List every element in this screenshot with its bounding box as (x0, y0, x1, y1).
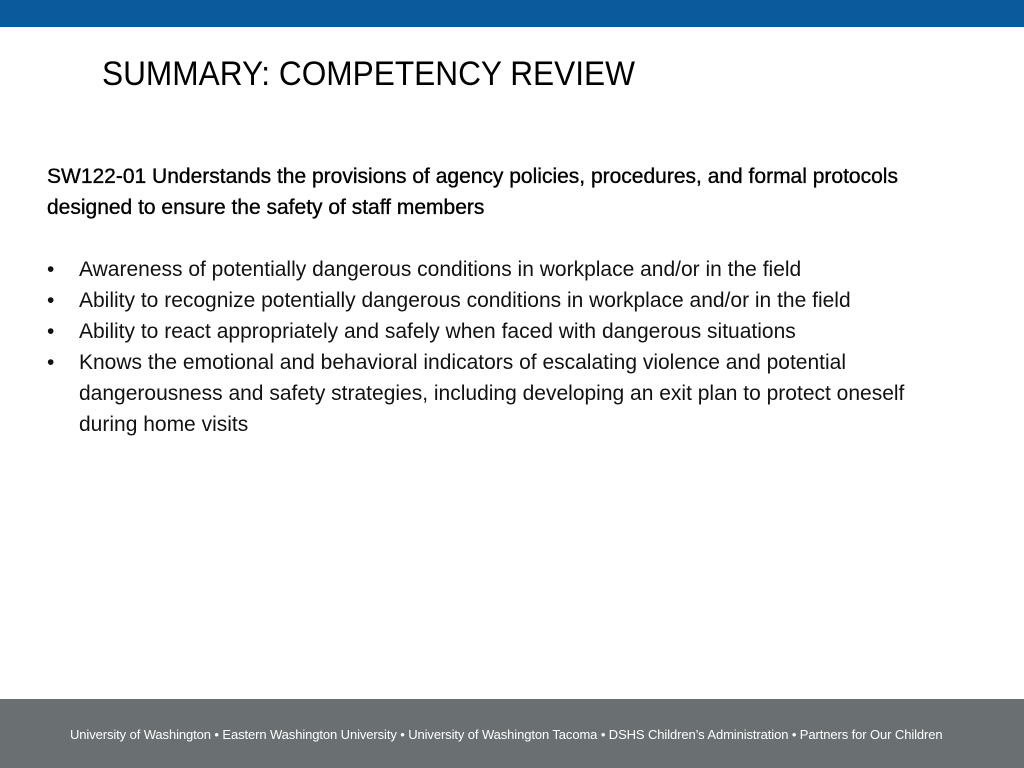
bullet-text: Awareness of potentially dangerous conditions in workplace and/or in the field (79, 258, 802, 281)
bullet-item (47, 316, 957, 347)
footer-bar (0, 699, 1024, 768)
bullet-text: Ability to recognize potentially dangerous conditions in workplace and/or in the field (79, 289, 851, 312)
slide-content (47, 161, 957, 440)
bullet-item (47, 285, 957, 316)
bullet-text: Knows the emotional and behavioral indicators of escalating violence and potential dangerousness and safety strategies, including developing an exit plan to protect oneself during home visits (79, 351, 905, 436)
slide-title: SUMMARY: COMPETENCY REVIEW (102, 55, 635, 93)
bullet-marker: • (47, 258, 55, 281)
competency-statement: SW122-01 Understands the provisions of agency policies, procedures, and formal protocols designed to ensure the safety of staff members (47, 165, 898, 219)
bullet-list (47, 254, 957, 440)
bullet-marker: • (47, 320, 55, 343)
bullet-item (47, 347, 957, 440)
footer-partners-text: University of Washington • Eastern Washington University • University of Washington Tacoma • DSHS Children’s Administration • Partners for Our Children (70, 727, 943, 742)
bullet-marker: • (47, 289, 55, 312)
bullet-marker: • (47, 351, 55, 374)
bullet-item (47, 254, 957, 285)
bullet-text: Ability to react appropriately and safely when faced with dangerous situations (79, 320, 796, 343)
top-accent-bar (0, 0, 1024, 27)
